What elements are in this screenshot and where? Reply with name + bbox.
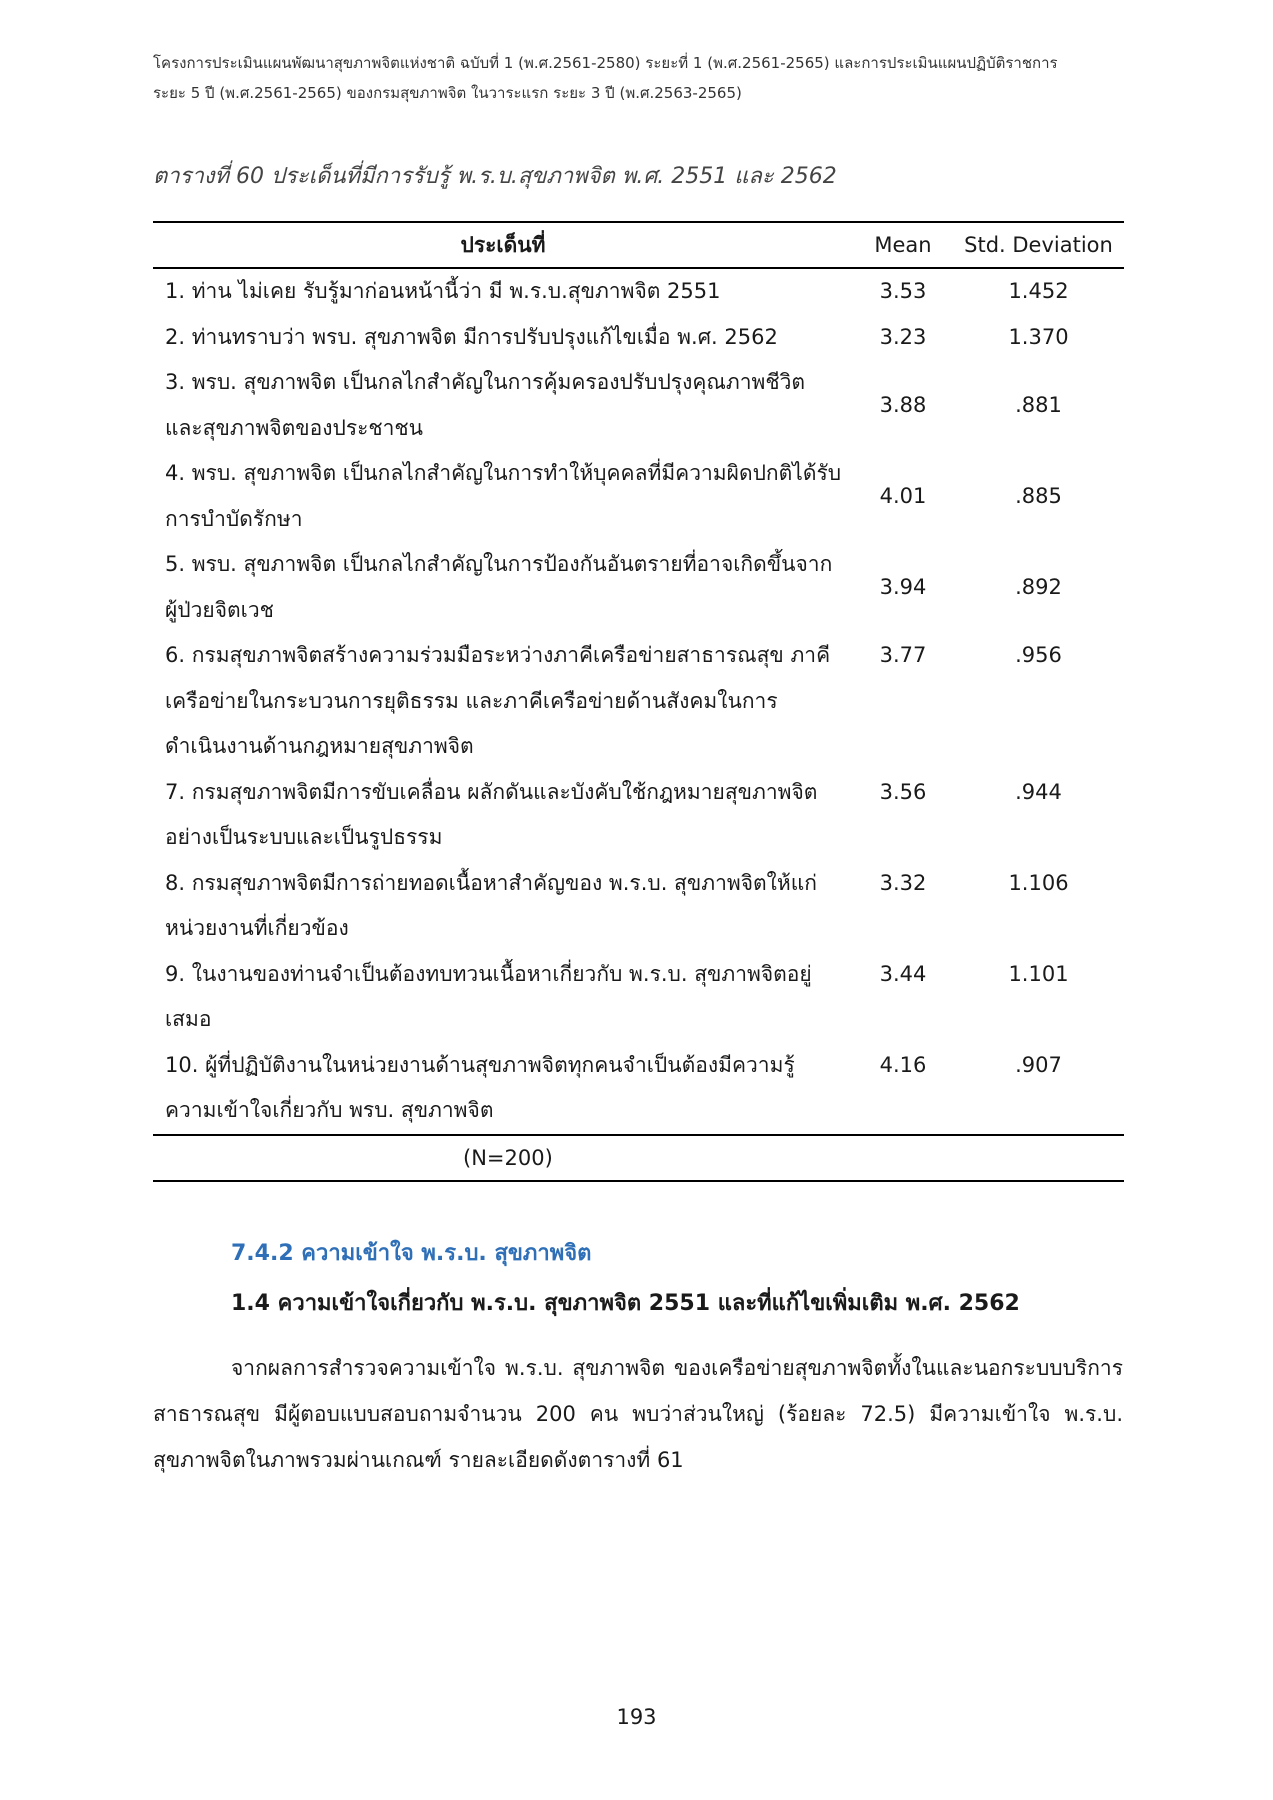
- table-row: [153, 633, 1124, 770]
- table-row: [153, 315, 1124, 361]
- mean-cell: 3.23: [879, 324, 927, 349]
- table-row: [153, 770, 1124, 861]
- awareness-table: [153, 221, 1124, 1182]
- sd-cell: 1.106: [1008, 870, 1069, 895]
- table-body: [153, 268, 1124, 1135]
- issue-text-line: หน่วยงานที่เกี่ยวข้อง: [165, 916, 349, 940]
- table-row: [153, 1043, 1124, 1135]
- issue-cell: [153, 861, 853, 952]
- issue-cell: [153, 952, 853, 1043]
- issue-text-line: เสมอ: [165, 1007, 212, 1031]
- issue-text-line: อย่างเป็นระบบและเป็นรูปธรรม: [165, 825, 443, 849]
- column-header-sd: Std. Deviation: [953, 222, 1124, 268]
- issue-cell: [153, 268, 853, 315]
- running-header-line-1: โครงการประเมินแผนพัฒนาสุขภาพจิตแห่งชาติ ฉบับที่ 1 (พ.ศ.2561-2580) ระยะที่ 1 (พ.ศ.2561-2565) และการประเมินแผนปฏิบัติราชการ: [153, 54, 1058, 72]
- table-row: [153, 268, 1124, 315]
- issue-text-line: การบำบัดรักษา: [165, 506, 303, 531]
- issue-cell: [153, 542, 853, 633]
- issue-cell: [153, 770, 853, 861]
- issue-cell: [153, 315, 853, 361]
- mean-cell: 3.53: [879, 279, 927, 303]
- issue-text-line: ความเข้าใจเกี่ยวกับ พรบ. สุขภาพจิต: [165, 1098, 494, 1122]
- running-header-line-2: ระยะ 5 ปี (พ.ศ.2561-2565) ของกรมสุขภาพจิต ในวาระแรก ระยะ 3 ปี (พ.ศ.2563-2565): [153, 84, 742, 102]
- table-row: [153, 451, 1124, 542]
- sd-cell: 1.370: [1008, 324, 1069, 349]
- table-header-row: [153, 222, 1124, 268]
- mean-cell: 3.77: [879, 643, 927, 667]
- sd-cell: 1.452: [1008, 279, 1069, 303]
- issue-text-line: เครือข่ายในกระบวนการยุติธรรม และภาคีเครือข่ายด้านสังคมในการ: [165, 688, 778, 713]
- issue-text-line: 10. ผู้ที่ปฏิบัติงานในหน่วยงานด้านสุขภาพจิตทุกคนจำเป็นต้องมีความรู้: [165, 1052, 795, 1077]
- issue-text-line: 2. ท่านทราบว่า พรบ. สุขภาพจิต มีการปรับปรุงแก้ไขเมื่อ พ.ศ. 2562: [165, 324, 778, 349]
- column-header-issue: ประเด็นที่: [153, 222, 853, 268]
- issue-text-line: ดำเนินงานด้านกฎหมายสุขภาพจิต: [165, 734, 474, 758]
- sd-cell: .881: [1015, 392, 1062, 417]
- mean-cell: 4.01: [879, 483, 927, 508]
- table-caption: ตารางที่ 60 ประเด็นที่มีการรับรู้ พ.ร.บ.สุขภาพจิต พ.ศ. 2551 และ 2562: [153, 164, 837, 189]
- issue-text-line: 6. กรมสุขภาพจิตสร้างความร่วมมือระหว่างภาคีเครือข่ายสาธารณสุข ภาคี: [165, 643, 831, 667]
- table-row: [153, 542, 1124, 633]
- section-heading: 7.4.2 ความเข้าใจ พ.ร.บ. สุขภาพจิต: [231, 1241, 592, 1266]
- sd-cell: .892: [1015, 574, 1062, 599]
- table-row: [153, 360, 1124, 451]
- page-number: 193: [616, 1705, 657, 1729]
- sd-cell: .885: [1015, 483, 1062, 508]
- mean-cell: 3.88: [879, 392, 927, 417]
- issue-text-line: 8. กรมสุขภาพจิตมีการถ่ายทอดเนื้อหาสำคัญของ พ.ร.บ. สุขภาพจิตให้แก่: [165, 870, 817, 895]
- issue-cell: [153, 451, 853, 542]
- mean-cell: 3.56: [879, 779, 927, 804]
- sd-cell: 1.101: [1008, 961, 1069, 986]
- issue-text-line: 7. กรมสุขภาพจิตมีการขับเคลื่อน ผลักดันและบังคับใช้กฎหมายสุขภาพจิต: [165, 779, 818, 804]
- mean-cell: 3.94: [879, 574, 927, 599]
- body-paragraph: จากผลการสำรวจความเข้าใจ พ.ร.บ. สุขภาพจิต ของเครือข่ายสุขภาพจิตทั้งในและนอกระบบบริการสาธารณสุข มีผู้ตอบแบบสอบถามจำนวน 200 คน พบว่าส่วนใหญ่ (ร้อยละ 72.5) มีความเข้าใจ พ.ร.บ. สุขภาพจิตในภาพรวมผ่านเกณฑ์ รายละเอียดดังตารางที่ 61: [153, 1356, 1123, 1472]
- issue-text-line: 3. พรบ. สุขภาพจิต เป็นกลไกสำคัญในการคุ้มครองปรับปรุงคุณภาพชีวิต: [165, 370, 806, 394]
- running-header: [153, 48, 1123, 108]
- issue-text-line: 1. ท่าน ไม่เคย รับรู้มาก่อนหน้านี้ว่า มี พ.ร.บ.สุขภาพจิต 2551: [165, 279, 721, 303]
- table-row: [153, 952, 1124, 1043]
- mean-cell: 4.16: [853, 1043, 953, 1135]
- sd-cell: .956: [1015, 643, 1062, 667]
- column-header-mean: Mean: [853, 222, 953, 268]
- issue-text-line: และสุขภาพจิตของประชาชน: [165, 415, 424, 440]
- table-footer-row: [153, 1135, 1124, 1181]
- issue-cell: [153, 360, 853, 451]
- issue-text-line: 4. พรบ. สุขภาพจิต เป็นกลไกสำคัญในการทำให้บุคคลที่มีความผิดปกติได้รับ: [165, 461, 842, 485]
- subsection-heading: 1.4 ความเข้าใจเกี่ยวกับ พ.ร.บ. สุขภาพจิต 2551 และที่แก้ไขเพิ่มเติม พ.ศ. 2562: [231, 1291, 1020, 1316]
- sd-cell: .944: [1015, 779, 1062, 804]
- issue-cell: [153, 633, 853, 770]
- sd-cell: .907: [953, 1043, 1124, 1135]
- table-row: [153, 861, 1124, 952]
- issue-text-line: 5. พรบ. สุขภาพจิต เป็นกลไกสำคัญในการป้องกันอันตรายที่อาจเกิดขึ้นจาก: [165, 552, 833, 576]
- mean-cell: 3.44: [879, 961, 927, 986]
- issue-text-line: ผู้ป่วยจิตเวช: [165, 597, 274, 622]
- issue-text-line: 9. ในงานของท่านจำเป็นต้องทบทวนเนื้อหาเกี่ยวกับ พ.ร.บ. สุขภาพจิตอยู่: [165, 961, 812, 986]
- issue-cell: [153, 1043, 853, 1135]
- mean-cell: 3.32: [879, 870, 927, 895]
- sample-size-note: (N=200): [153, 1135, 1124, 1181]
